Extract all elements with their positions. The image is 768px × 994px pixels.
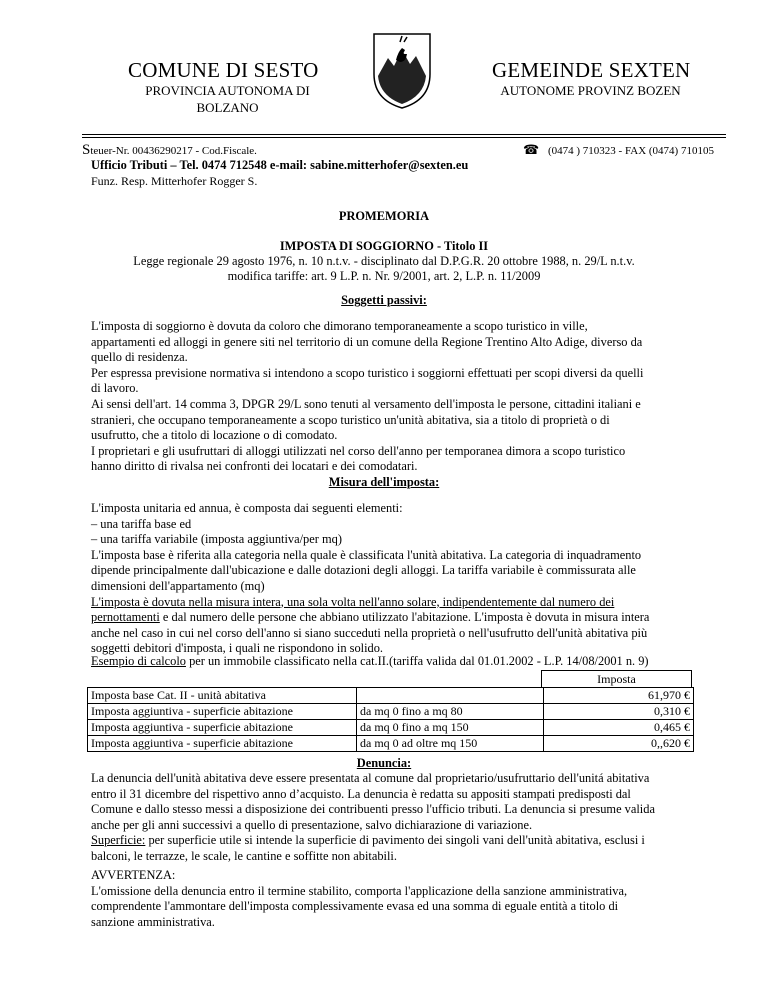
calc-example-text: per un immobile classificato nella cat.II.(tariffa valida dal 01.01.2002 - L.P. 14/08/2001 n. 9): [185, 654, 649, 668]
section-body-denuncia: [91, 771, 679, 865]
misura-bullet: – una tariffa variabile (imposta aggiuntiva/per mq): [91, 532, 342, 547]
avvertenza-line: sanzione amministrativa.: [91, 914, 215, 929]
header-divider-top: [82, 134, 726, 135]
phone-icon: ☎: [523, 142, 540, 157]
calc-range-cell: da mq 0 fino a mq 80: [357, 704, 544, 720]
soggetti-line: stranieri, che occupano temporaneamente a scopo turistico un'unità abitativa, sia a titolo di proprietà o di: [91, 412, 610, 427]
header-divider-bottom: [82, 137, 726, 138]
calc-table-row: [88, 720, 694, 736]
calc-desc-cell: Imposta base Cat. II - unità abitativa: [88, 688, 357, 704]
soggetti-line: hanno diritto di rivalsa nei confronti dei locatari e dei comodatari.: [91, 459, 418, 474]
law-reference-2: modifica tariffe: art. 9 L.P. n. Nr. 9/2001, art. 2, L.P. n. 11/2009: [227, 269, 541, 283]
misura-bullet: – una tariffa base ed: [91, 516, 192, 531]
superficie-text: per superficie utile si intende la superficie di pavimento dei singoli vani dell'unità abitativa, esclusi i: [145, 833, 645, 848]
avvertenza-line: comprendente l'ammontare dell'imposta complessivamente evasa ed una somma di eguale entità a titolo di: [91, 899, 619, 914]
soggetti-line: I proprietari e gli usufruttari di alloggi utilizzati nel corso dell'anno per temporanea dimora a scopo turistico: [91, 443, 626, 458]
calc-example-intro: [91, 654, 649, 669]
misura-underlined-word: pernottamenti: [91, 610, 160, 625]
calc-range-cell: da mq 0 fino a mq 150: [357, 720, 544, 736]
denuncia-line: balconi, le terrazze, le scale, le cantine e soffitte non abitabili.: [91, 848, 397, 863]
soggetti-line: quello di residenza.: [91, 350, 188, 365]
denuncia-line: La denuncia dell'unità abitativa deve essere presentata al comune dal proprietario/usufruttario dell'unitá abitativa: [91, 771, 650, 785]
misura-line: dipende principalmente dall'ubicazione e dalle dotazioni degli alloggi. La tariffa variabile è commissurata alle: [91, 563, 636, 578]
calc-table: [87, 687, 694, 752]
phone-fax: [523, 142, 714, 158]
misura-line-underlined: L'imposta è dovuta nella misura intera, una sola volta nell'anno solare, indipendentemente dal numero dei: [91, 594, 615, 609]
responsible-officer: Funz. Resp. Mitterhofer Rogger S.: [91, 174, 258, 188]
misura-line: soggetti debitori d'imposta, i quali ne rispondono in solido.: [91, 641, 384, 656]
comune-title: COMUNE DI SESTO: [128, 58, 319, 82]
superficie-label: Superficie:: [91, 833, 146, 848]
avvertenza-line: L'omissione della denuncia entro il termine stabilito, comporta l'applicazione della sanzione amministrativa,: [91, 883, 628, 898]
denuncia-line: entro il 31 dicembre del rispettivo anno d’acquisto. La denuncia è redatta su appositi stampati predisposti dal: [91, 786, 631, 801]
tax-id-initial: S: [82, 142, 91, 158]
misura-line: L'imposta unitaria ed annua, è composta dai seguenti elementi:: [91, 501, 403, 515]
denuncia-line: [91, 833, 679, 849]
tax-id-text: teuer-Nr. 00436290217 - Cod.Fiscale.: [90, 145, 257, 157]
section-avvertenza: [91, 868, 679, 930]
calc-desc-cell: Imposta aggiuntiva - superficie abitazione: [88, 704, 357, 720]
gemeinde-subtitle: AUTONOME PROVINZ BOZEN: [500, 83, 681, 98]
calc-range-cell: da mq 0 ad oltre mq 150: [357, 736, 544, 752]
misura-line: [91, 610, 679, 626]
soggetti-line: Ai sensi dell'art. 14 comma 3, DPGR 29/L sono tenuti al versamento dell'imposta le persone, cittadini italiani e: [91, 396, 641, 411]
section-body-misura: [91, 501, 679, 657]
calc-amount-cell: 0,465 €: [544, 720, 694, 736]
calc-range-cell: [357, 688, 544, 704]
phone-fax-text: (0474 ) 710323 - FAX (0474) 710105: [547, 145, 714, 157]
soggetti-line: appartamenti ed alloggi in genere siti nel territorio di un comune della Regione Trentino Alto Adige, diverso da: [91, 334, 643, 349]
soggetti-line: Per espressa previsione normativa si intendono a scopo turistico i soggiorni effettuati per scopi diversi da quelli: [91, 365, 644, 380]
calc-amount-cell: 0,,620 €: [544, 736, 694, 752]
avvertenza-heading: AVVERTENZA:: [91, 868, 176, 882]
gemeinde-title: GEMEINDE SEXTEN: [492, 58, 691, 82]
section-heading-misura: Misura dell'imposta:: [328, 475, 440, 489]
comune-subtitle-line1: PROVINCIA AUTONOMA DI: [145, 83, 310, 98]
calc-table-row: [88, 688, 694, 704]
coat-of-arms-icon: [370, 30, 434, 110]
law-reference-1: Legge regionale 29 agosto 1976, n. 10 n.t.v. - disciplinato dal D.P.G.R. 20 ottobre 1988, n. 29/L n.t.v.: [133, 254, 635, 268]
section-body-soggetti: [91, 319, 679, 475]
calc-table-row: [88, 704, 694, 720]
calc-table-row: [88, 736, 694, 752]
denuncia-line: Comune e dallo stesso messi a disposizione dei contribuenti presso l'ufficio tributi. La denuncia si presume valida: [91, 802, 655, 817]
calc-amount-cell: 61,970 €: [544, 688, 694, 704]
denuncia-line: anche per gli anni successivi a quello di presentazione, salvo dichiarazione di variazione.: [91, 817, 533, 832]
calc-example-label: Esempio di calcolo: [91, 654, 186, 668]
misura-line: L'imposta base è riferita alla categoria nella quale è classificata l'unità abitativa. La categoria di inquadramento: [91, 547, 642, 562]
calc-table-header: Imposta: [541, 670, 692, 688]
calc-amount-cell: 0,310 €: [544, 704, 694, 720]
office-contact: Ufficio Tributi – Tel. 0474 712548 e-mail: sabine.mitterhofer@sexten.eu: [91, 158, 469, 172]
document-subtitle: IMPOSTA DI SOGGIORNO - Titolo II: [279, 239, 489, 253]
document-title: PROMEMORIA: [338, 209, 430, 223]
section-heading-soggetti: Soggetti passivi:: [341, 293, 427, 307]
comune-subtitle: [100, 82, 355, 116]
misura-line: dimensioni dell'appartamento (mq): [91, 578, 265, 593]
section-heading-denuncia: Denuncia:: [356, 756, 412, 770]
misura-line: anche nel caso in cui nel corso dell'anno si siano succeduti nella proprietà o nell'usufrutto dell'unità abitativa più: [91, 625, 648, 640]
comune-subtitle-line2: BOLZANO: [196, 100, 259, 115]
tax-id: [82, 142, 257, 159]
soggetti-line: di lavoro.: [91, 381, 139, 396]
soggetti-line: L'imposta di soggiorno è dovuta da coloro che dimorano temporaneamente a scopo turistico in ville,: [91, 319, 588, 333]
soggetti-line: usufrutto, che a titolo di locazione o di comodato.: [91, 428, 338, 443]
misura-line-rest: e dal numero delle persone che abbiano utilizzato l'abitazione. L'imposta è dovuta in misura intera: [159, 610, 650, 625]
calc-desc-cell: Imposta aggiuntiva - superficie abitazione: [88, 720, 357, 736]
calc-desc-cell: Imposta aggiuntiva - superficie abitazione: [88, 736, 357, 752]
